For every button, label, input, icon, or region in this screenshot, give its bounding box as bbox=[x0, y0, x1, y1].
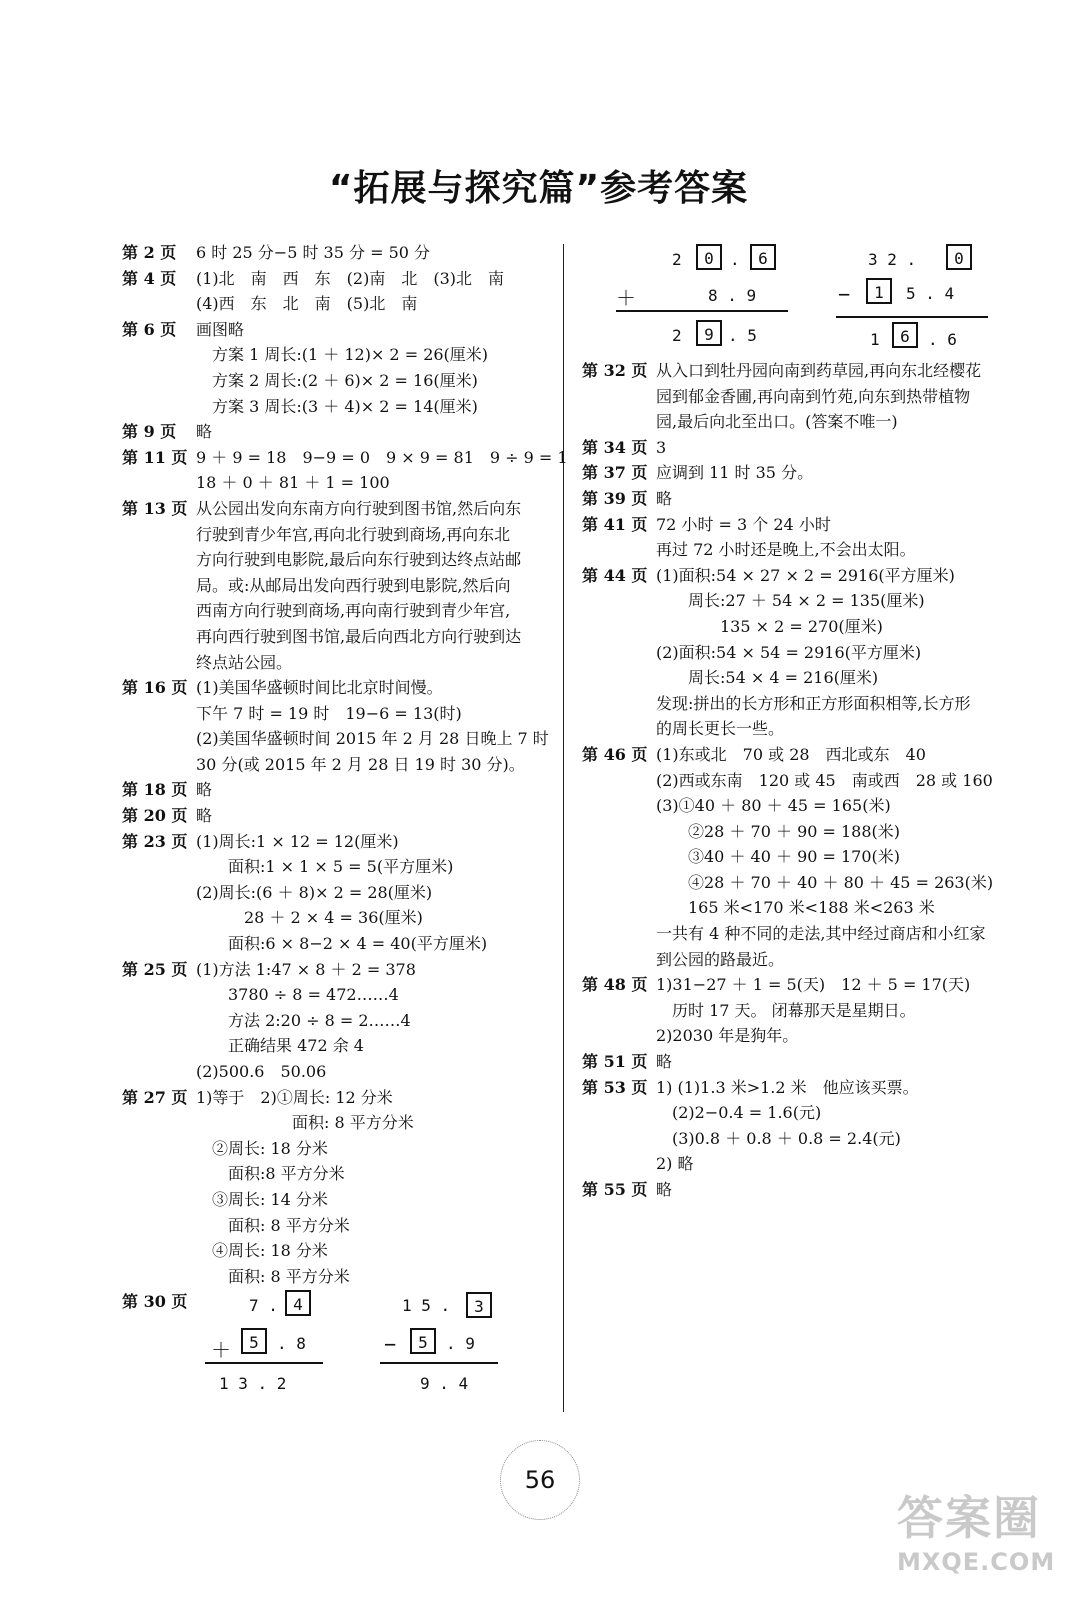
page-ref: 第 18 页 bbox=[122, 780, 188, 800]
answer-line: 西南方向行驶到商场,再向南行驶到青少年宫, bbox=[196, 601, 511, 621]
answer-line: 正确结果 472 余 4 bbox=[196, 1036, 364, 1056]
page-ref: 第 55 页 bbox=[582, 1180, 648, 1199]
page-ref: 第 13 页 bbox=[122, 498, 188, 518]
page-ref: 第 4 页 bbox=[122, 268, 177, 288]
answer-line: 周长:27 ＋ 54 × 2 = 135(厘米) bbox=[656, 591, 925, 611]
answer-line: 略 bbox=[196, 806, 213, 826]
calc-operator: − bbox=[384, 1332, 397, 1356]
answer-line: 1) (1)1.3 米>1.2 米 他应该买票。 bbox=[656, 1077, 919, 1097]
watermark-domain: MXQE.COM bbox=[897, 1548, 1056, 1576]
answer-entry bbox=[122, 803, 552, 829]
answer-line: 应调到 11 时 35 分。 bbox=[656, 463, 814, 483]
right-column bbox=[582, 358, 1012, 1203]
answer-line: 略 bbox=[656, 488, 673, 508]
page-ref: 第 39 页 bbox=[582, 488, 648, 508]
answer-entry bbox=[122, 445, 568, 496]
answer-entry bbox=[582, 486, 1012, 512]
answer-line: 面积: 8 平方分米 bbox=[196, 1215, 350, 1235]
answer-line: 面积: 8 平方分米 bbox=[196, 1113, 414, 1133]
calc-top: 7 . bbox=[249, 1296, 278, 1315]
answer-line: 略 bbox=[656, 1180, 673, 1199]
answer-entry bbox=[122, 266, 552, 317]
answer-line: (1)面积:54 × 27 × 2 = 2916(平方厘米) bbox=[656, 565, 955, 585]
answer-lines bbox=[656, 742, 1012, 972]
answer-lines bbox=[656, 460, 1012, 486]
answer-line: 方案 2 周长:(2 ＋ 6)× 2 = 16(厘米) bbox=[196, 370, 478, 390]
calc-box: 5 bbox=[241, 1328, 267, 1354]
column-divider bbox=[563, 244, 564, 1412]
answer-lines bbox=[656, 1049, 1012, 1075]
answer-lines bbox=[196, 496, 552, 675]
answer-entry bbox=[582, 1049, 1012, 1075]
answer-line: (2)美国华盛顿时间 2015 年 2 月 28 日晚上 7 时 bbox=[196, 729, 549, 749]
answer-line: 28 ＋ 2 × 4 = 36(厘米) bbox=[196, 908, 423, 928]
calc-box: 0 bbox=[696, 244, 722, 270]
calc-top: 1 5 . bbox=[402, 1296, 451, 1315]
page-ref: 第 9 页 bbox=[122, 422, 177, 442]
answer-line: 园到郁金香圃,再向南到竹苑,向东到热带植物 bbox=[656, 386, 971, 406]
page-ref: 第 25 页 bbox=[122, 959, 188, 979]
answer-entry bbox=[122, 240, 552, 266]
answer-line: 方向行驶到电影院,最后向东行驶到达终点站邮 bbox=[196, 550, 522, 570]
calc-rule bbox=[380, 1362, 498, 1364]
answer-entry bbox=[582, 972, 1012, 1049]
answer-lines bbox=[196, 419, 552, 445]
answer-lines bbox=[656, 1075, 1012, 1177]
answer-line: (4)西 东 北 南 (5)北 南 bbox=[196, 294, 418, 314]
answer-entry bbox=[122, 777, 552, 803]
answer-entry bbox=[582, 742, 1012, 972]
answer-line: 再向西行驶到图书馆,最后向西北方向行驶到达 bbox=[196, 626, 522, 646]
page-ref: 第 6 页 bbox=[122, 319, 177, 339]
answer-lines bbox=[196, 777, 552, 803]
answer-line: 行驶到青少年宫,再向北行驶到商场,再向东北 bbox=[196, 524, 511, 544]
answer-line: 历时 17 天。 闭幕那天是星期日。 bbox=[656, 1000, 916, 1020]
calc-mid: . 8 bbox=[277, 1334, 306, 1353]
answer-line: ②28 ＋ 70 ＋ 90 = 188(米) bbox=[656, 821, 901, 841]
calc-top: 3 2 . bbox=[868, 250, 917, 269]
answer-line: 画图略 bbox=[196, 319, 245, 339]
calc-result-a: 2 bbox=[672, 326, 682, 345]
calc-operator: − bbox=[838, 282, 851, 306]
answer-entry bbox=[582, 435, 1012, 461]
answer-line: (1)方法 1:47 × 8 ＋ 2 = 378 bbox=[196, 959, 416, 979]
page-ref: 第 53 页 bbox=[582, 1077, 648, 1097]
calc-result: 1 3 . 2 bbox=[219, 1374, 287, 1393]
calc-rule bbox=[616, 310, 788, 312]
answer-line: (3)①40 ＋ 80 ＋ 45 = 165(米) bbox=[656, 796, 891, 816]
answer-line: 9 ＋ 9 = 18 9−9 = 0 9 × 9 = 81 9 ÷ 9 = 1 bbox=[196, 447, 568, 467]
vertical-calc-30a bbox=[205, 1290, 335, 1400]
answer-line: 6 时 25 分−5 时 35 分 = 50 分 bbox=[196, 243, 431, 262]
answer-entry bbox=[122, 419, 552, 445]
answer-line: 周长:54 × 4 = 216(厘米) bbox=[656, 668, 879, 688]
page-ref: 第 37 页 bbox=[582, 463, 648, 483]
page-ref: 第 44 页 bbox=[582, 565, 648, 585]
answer-line: 一共有 4 种不同的走法,其中经过商店和小红家 bbox=[656, 924, 986, 944]
answer-line: 下午 7 时 = 19 时 19−6 = 13(时) bbox=[196, 703, 462, 723]
answer-line: 1)等于 2)①周长: 12 分米 bbox=[196, 1087, 393, 1107]
answer-line: (2)周长:(6 ＋ 8)× 2 = 28(厘米) bbox=[196, 882, 433, 902]
answer-lines bbox=[196, 957, 552, 1085]
answer-line: (2)2−0.4 = 1.6(元) bbox=[656, 1103, 822, 1123]
answer-line: ②周长: 18 分米 bbox=[196, 1138, 328, 1158]
answer-line: 面积:8 平方分米 bbox=[196, 1164, 345, 1184]
answer-entry bbox=[582, 1177, 1012, 1203]
answer-lines bbox=[656, 512, 1012, 563]
page-ref: 第 16 页 bbox=[122, 678, 188, 698]
page-ref: 第 41 页 bbox=[582, 514, 648, 534]
answer-entry bbox=[122, 829, 552, 957]
answer-lines bbox=[196, 1085, 552, 1290]
answer-lines bbox=[656, 972, 1012, 1049]
calc-dot: . bbox=[730, 250, 740, 269]
vertical-calc-30b bbox=[380, 1290, 510, 1400]
page-ref: 第 51 页 bbox=[582, 1052, 648, 1072]
answer-line: (1)东或北 70 或 28 西北或东 40 bbox=[656, 744, 926, 764]
page-ref: 第 2 页 bbox=[122, 243, 177, 262]
page-ref: 第 30 页 bbox=[122, 1292, 188, 1312]
answer-lines bbox=[196, 240, 552, 266]
answer-line: ③周长: 14 分米 bbox=[196, 1189, 328, 1209]
answer-entry bbox=[122, 317, 552, 419]
answer-lines bbox=[196, 266, 552, 317]
answer-line: 18 ＋ 0 ＋ 81 ＋ 1 = 100 bbox=[196, 473, 390, 493]
answer-entry bbox=[582, 512, 1012, 563]
page-ref: 第 27 页 bbox=[122, 1087, 188, 1107]
page-ref: 第 11 页 bbox=[122, 447, 188, 467]
answer-line: (1)美国华盛顿时间比北京时间慢。 bbox=[196, 678, 443, 698]
answer-entry bbox=[582, 460, 1012, 486]
page-title: “拓展与探究篇”参考答案 bbox=[328, 168, 749, 209]
answer-line: 到公园的路最近。 bbox=[656, 949, 785, 969]
answer-line: 面积:6 × 8−2 × 4 = 40(平方厘米) bbox=[196, 934, 488, 954]
answer-lines bbox=[196, 675, 552, 777]
page-ref: 第 20 页 bbox=[122, 806, 188, 826]
page-ref: 第 34 页 bbox=[582, 437, 648, 457]
answer-line: (1)周长:1 × 12 = 12(厘米) bbox=[196, 831, 399, 851]
calc-operator: ＋ bbox=[211, 1338, 231, 1362]
answer-lines bbox=[656, 563, 1012, 742]
calc-result-b: . 5 bbox=[728, 326, 757, 345]
answer-entry bbox=[122, 957, 552, 1085]
vertical-calc-r1 bbox=[616, 242, 796, 350]
calc-rule bbox=[205, 1362, 323, 1364]
answer-line: 方法 2:20 ÷ 8 = 2……4 bbox=[196, 1010, 411, 1030]
calc-result: 9 . 4 bbox=[420, 1374, 469, 1393]
answer-line: (2)500.6 50.06 bbox=[196, 1062, 327, 1081]
calc-mid: 8 . 9 bbox=[708, 286, 757, 305]
answer-lines bbox=[196, 445, 568, 496]
answer-line: 的周长更长一些。 bbox=[656, 719, 785, 739]
answer-line: ④周长: 18 分米 bbox=[196, 1241, 328, 1261]
answer-line: 园,最后向北至出口。(答案不唯一) bbox=[656, 412, 898, 432]
answer-line: 2)2030 年是狗年。 bbox=[656, 1026, 799, 1046]
calc-mid: 5 . 4 bbox=[906, 284, 955, 303]
answer-line: 略 bbox=[656, 1052, 673, 1072]
answer-lines bbox=[656, 486, 1012, 512]
calc-mid: . 9 bbox=[446, 1334, 475, 1353]
answer-entry bbox=[582, 563, 1012, 742]
vertical-calc-r2 bbox=[836, 242, 996, 350]
answer-line: 略 bbox=[196, 422, 213, 442]
calc-box: 6 bbox=[892, 322, 918, 348]
calc-result-b: . 6 bbox=[928, 330, 957, 349]
answer-lines bbox=[196, 803, 552, 829]
answer-line: (2)西或东南 120 或 45 南或西 28 或 160 bbox=[656, 770, 993, 790]
answer-line: 从公园出发向东南方向行驶到图书馆,然后向东 bbox=[196, 498, 522, 518]
answer-lines bbox=[656, 358, 1012, 435]
answer-line: 方案 1 周长:(1 ＋ 12)× 2 = 26(厘米) bbox=[196, 345, 489, 365]
answer-line: 72 小时 = 3 个 24 小时 bbox=[656, 514, 831, 534]
page-ref: 第 23 页 bbox=[122, 831, 188, 851]
answer-lines bbox=[196, 829, 552, 957]
calc-box: 0 bbox=[946, 244, 972, 270]
answer-entry bbox=[122, 1085, 552, 1290]
answer-line: 从入口到牡丹园向南到药草园,再向东北经樱花 bbox=[656, 361, 982, 380]
answer-line: 略 bbox=[196, 780, 213, 800]
page-ref: 第 32 页 bbox=[582, 361, 648, 380]
answer-line: 再过 72 小时还是晚上,不会出太阳。 bbox=[656, 540, 916, 560]
answer-line: 发现:拼出的长方形和正方形面积相等,长方形 bbox=[656, 693, 971, 713]
answer-line: 3780 ÷ 8 = 472……4 bbox=[196, 985, 399, 1005]
calc-box: 3 bbox=[466, 1292, 492, 1318]
calc-box: 6 bbox=[750, 244, 776, 270]
answer-line: 135 × 2 = 270(厘米) bbox=[656, 616, 883, 636]
answer-entry bbox=[582, 1075, 1012, 1177]
answer-line: (2)面积:54 × 54 = 2916(平方厘米) bbox=[656, 642, 922, 662]
answer-line: 2) 略 bbox=[656, 1154, 694, 1174]
answer-line: (1)北 南 西 东 (2)南 北 (3)北 南 bbox=[196, 268, 504, 288]
answer-line: 面积: 8 平方分米 bbox=[196, 1266, 350, 1286]
calc-box: 4 bbox=[285, 1290, 311, 1316]
answer-lines bbox=[196, 317, 552, 419]
answer-line: 局。或:从邮局出发向西行驶到电影院,然后向 bbox=[196, 575, 511, 595]
answer-line: 方案 3 周长:(3 ＋ 4)× 2 = 14(厘米) bbox=[196, 396, 478, 416]
calc-operator: ＋ bbox=[616, 286, 636, 310]
calc-top: 2 bbox=[672, 250, 682, 269]
answer-line: ③40 ＋ 40 ＋ 90 = 170(米) bbox=[656, 847, 901, 867]
watermark-logo bbox=[897, 1482, 1057, 1592]
page-ref: 第 46 页 bbox=[582, 744, 648, 764]
answer-line: 165 米<170 米<188 米<263 米 bbox=[656, 898, 935, 918]
answer-line: ④28 ＋ 70 ＋ 40 ＋ 80 ＋ 45 = 263(米) bbox=[656, 872, 994, 892]
left-column bbox=[122, 240, 568, 1315]
calc-result-a: 1 bbox=[870, 330, 880, 349]
answer-line: 30 分(或 2015 年 2 月 28 日 19 时 30 分)。 bbox=[196, 754, 525, 774]
watermark-logo-text: 答案圈 bbox=[897, 1491, 1041, 1545]
answer-entry bbox=[122, 675, 552, 777]
answer-lines bbox=[656, 435, 1012, 461]
answer-line: 1)31−27 ＋ 1 = 5(天) 12 ＋ 5 = 17(天) bbox=[656, 975, 971, 995]
page-ref: 第 48 页 bbox=[582, 975, 648, 995]
answer-line: 面积:1 × 1 × 5 = 5(平方厘米) bbox=[196, 857, 454, 877]
calc-rule bbox=[836, 316, 988, 318]
calc-box: 1 bbox=[866, 278, 892, 304]
answer-line: (3)0.8 ＋ 0.8 ＋ 0.8 = 2.4(元) bbox=[656, 1128, 901, 1148]
answer-line: 3 bbox=[656, 437, 667, 457]
answer-entry bbox=[582, 358, 1012, 435]
answer-line: 终点站公园。 bbox=[196, 652, 293, 672]
answer-entry bbox=[122, 496, 552, 675]
page-number: 56 bbox=[500, 1440, 580, 1520]
answer-lines bbox=[656, 1177, 1012, 1203]
calc-box: 5 bbox=[410, 1328, 436, 1354]
calc-box: 9 bbox=[696, 320, 722, 346]
